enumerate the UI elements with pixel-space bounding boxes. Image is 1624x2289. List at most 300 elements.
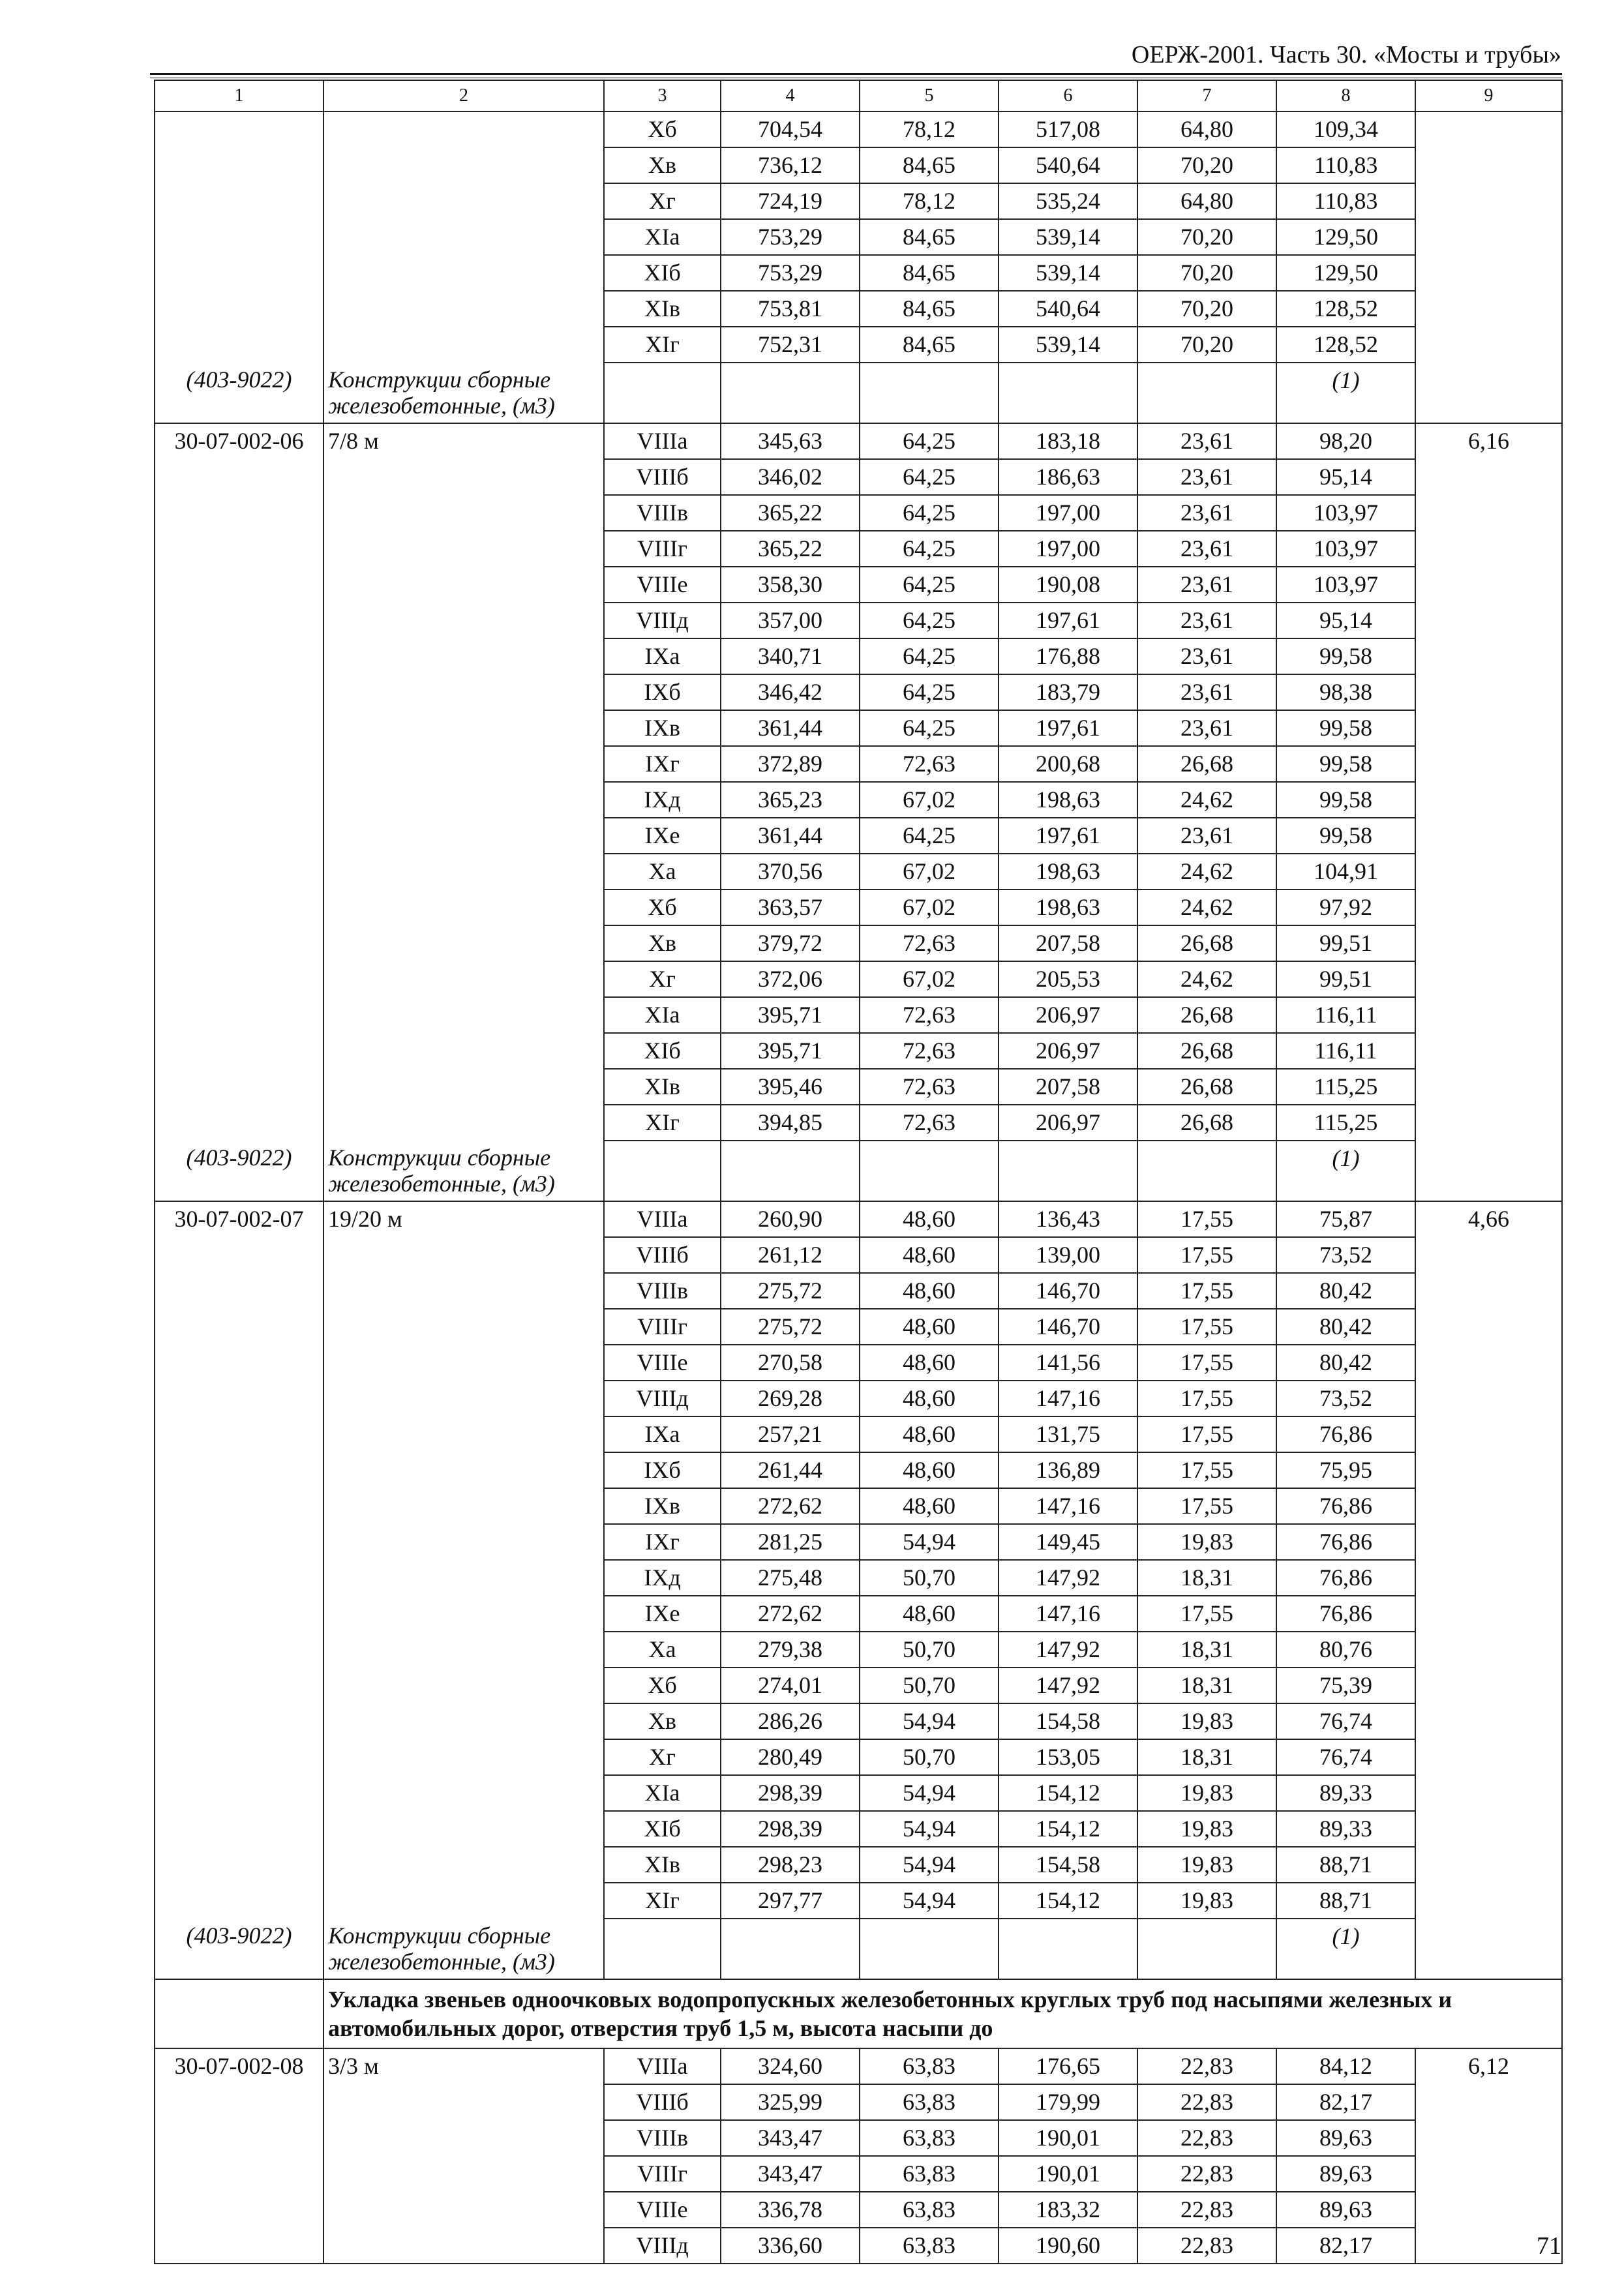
- value-cell: 26,68: [1137, 1105, 1276, 1141]
- source-row: [155, 1141, 1562, 1201]
- value-cell: 198,63: [999, 854, 1137, 890]
- value-cell: 197,61: [999, 603, 1137, 638]
- col9-cell: [1415, 291, 1562, 327]
- column-number: 3: [604, 80, 721, 112]
- col9-cell: [1415, 638, 1562, 674]
- table-row: [155, 1847, 1562, 1883]
- value-cell: XIг: [604, 327, 721, 363]
- value-cell: 64,80: [1137, 183, 1276, 219]
- value-cell: 23,61: [1137, 495, 1276, 531]
- value-cell: 129,50: [1276, 219, 1415, 255]
- rate-code-cell: [155, 854, 323, 890]
- value-cell: 76,86: [1276, 1560, 1415, 1596]
- value-cell: 88,71: [1276, 1847, 1415, 1883]
- value-cell: 75,95: [1276, 1452, 1415, 1488]
- value-cell: 346,42: [721, 674, 860, 710]
- value-cell: 365,22: [721, 495, 860, 531]
- value-cell: 146,70: [999, 1273, 1137, 1309]
- table-row: [155, 327, 1562, 363]
- description-cell: [323, 1069, 604, 1105]
- value-cell: 190,08: [999, 567, 1137, 603]
- value-cell: VIIIг: [604, 1309, 721, 1345]
- source-code: (403-9022): [155, 363, 323, 423]
- description-cell: [323, 890, 604, 925]
- value-cell: 22,83: [1137, 2120, 1276, 2156]
- value-cell: 517,08: [999, 112, 1137, 147]
- col9-cell: [1415, 997, 1562, 1033]
- col9-cell: [1415, 1632, 1562, 1668]
- value-cell: VIIIд: [604, 1381, 721, 1416]
- description-cell: [323, 219, 604, 255]
- value-cell: 149,45: [999, 1524, 1137, 1560]
- value-cell: 67,02: [860, 961, 999, 997]
- value-cell: VIIIе: [604, 567, 721, 603]
- value-cell: 64,25: [860, 710, 999, 746]
- col9-cell: [1415, 1811, 1562, 1847]
- value-cell: 343,47: [721, 2120, 860, 2156]
- value-cell: IXе: [604, 818, 721, 854]
- description-cell: [323, 567, 604, 603]
- rate-code-cell: [155, 1811, 323, 1847]
- value-cell: 24,62: [1137, 782, 1276, 818]
- col9-cell: [1415, 674, 1562, 710]
- empty-cell: [999, 1919, 1137, 1979]
- value-cell: 23,61: [1137, 567, 1276, 603]
- rate-code-cell: [155, 1488, 323, 1524]
- value-cell: 54,94: [860, 1883, 999, 1919]
- value-cell: 75,87: [1276, 1201, 1415, 1237]
- value-cell: 22,83: [1137, 2084, 1276, 2120]
- value-cell: Xг: [604, 1739, 721, 1775]
- value-cell: 206,97: [999, 997, 1137, 1033]
- value-cell: 64,25: [860, 459, 999, 495]
- col9-cell: [1415, 1273, 1562, 1309]
- col9-cell: 4,66: [1415, 1201, 1562, 1237]
- description-cell: [323, 854, 604, 890]
- rate-code-cell: [155, 2120, 323, 2156]
- col9-cell: [1415, 1847, 1562, 1883]
- description-cell: [323, 674, 604, 710]
- value-cell: 89,63: [1276, 2156, 1415, 2192]
- table-row: [155, 495, 1562, 531]
- value-cell: 197,61: [999, 818, 1137, 854]
- description-cell: [323, 2228, 604, 2264]
- col9-cell: 6,16: [1415, 423, 1562, 459]
- value-cell: 179,99: [999, 2084, 1137, 2120]
- rate-code-cell: [155, 112, 323, 147]
- value-cell: 361,44: [721, 818, 860, 854]
- value-cell: 99,58: [1276, 746, 1415, 782]
- value-cell: 18,31: [1137, 1560, 1276, 1596]
- value-cell: 64,25: [860, 423, 999, 459]
- value-cell: 198,63: [999, 890, 1137, 925]
- rate-code-cell: [155, 1033, 323, 1069]
- description-cell: [323, 1668, 604, 1703]
- rate-code-cell: [155, 1703, 323, 1739]
- value-cell: 17,55: [1137, 1345, 1276, 1381]
- rate-code-cell: [155, 1775, 323, 1811]
- value-cell: XIв: [604, 291, 721, 327]
- value-cell: 207,58: [999, 925, 1137, 961]
- description-cell: [323, 782, 604, 818]
- value-cell: 197,61: [999, 710, 1137, 746]
- rate-code-cell: [155, 567, 323, 603]
- value-cell: 72,63: [860, 1105, 999, 1141]
- value-cell: 18,31: [1137, 1739, 1276, 1775]
- col9-cell: [1415, 567, 1562, 603]
- value-cell: 23,61: [1137, 423, 1276, 459]
- table-row: [155, 674, 1562, 710]
- description-cell: [323, 1775, 604, 1811]
- empty-cell: [1415, 1919, 1562, 1979]
- value-cell: Xа: [604, 1632, 721, 1668]
- table-row: [155, 603, 1562, 638]
- rate-code-cell: [155, 961, 323, 997]
- value-cell: 50,70: [860, 1632, 999, 1668]
- table-row: [155, 1416, 1562, 1452]
- value-cell: 48,60: [860, 1309, 999, 1345]
- value-cell: 23,61: [1137, 531, 1276, 567]
- value-cell: 78,12: [860, 183, 999, 219]
- value-cell: 17,55: [1137, 1273, 1276, 1309]
- col9-cell: [1415, 1416, 1562, 1452]
- value-cell: 141,56: [999, 1345, 1137, 1381]
- value-cell: 128,52: [1276, 327, 1415, 363]
- col9-cell: [1415, 603, 1562, 638]
- value-cell: 22,83: [1137, 2228, 1276, 2264]
- value-cell: VIIIе: [604, 2192, 721, 2228]
- value-cell: IXб: [604, 1452, 721, 1488]
- table-row: [155, 1033, 1562, 1069]
- rate-code-cell: 30-07-002-07: [155, 1201, 323, 1237]
- value-cell: 98,20: [1276, 423, 1415, 459]
- empty-cell: [721, 1919, 860, 1979]
- description-cell: [323, 327, 604, 363]
- value-cell: 48,60: [860, 1488, 999, 1524]
- value-cell: 724,19: [721, 183, 860, 219]
- rate-code-cell: [155, 2084, 323, 2120]
- value-cell: 116,11: [1276, 1033, 1415, 1069]
- table-row: [155, 961, 1562, 997]
- value-cell: 72,63: [860, 1033, 999, 1069]
- table-row: [155, 997, 1562, 1033]
- col9-cell: [1415, 710, 1562, 746]
- empty-cell: [604, 363, 721, 423]
- description-cell: [323, 2084, 604, 2120]
- value-cell: 73,52: [1276, 1237, 1415, 1273]
- table-row: [155, 1775, 1562, 1811]
- table-row: [155, 2084, 1562, 2120]
- rate-code-cell: [155, 255, 323, 291]
- value-cell: 147,16: [999, 1488, 1137, 1524]
- value-cell: 26,68: [1137, 746, 1276, 782]
- value-cell: 286,26: [721, 1703, 860, 1739]
- value-cell: 340,71: [721, 638, 860, 674]
- value-cell: XIа: [604, 1775, 721, 1811]
- value-cell: VIIIа: [604, 423, 721, 459]
- rate-code-cell: [155, 1847, 323, 1883]
- col9-cell: [1415, 219, 1562, 255]
- col9-cell: [1415, 1739, 1562, 1775]
- empty-cell: [860, 1141, 999, 1201]
- rate-code-cell: [155, 746, 323, 782]
- value-cell: 154,12: [999, 1883, 1137, 1919]
- value-cell: 357,00: [721, 603, 860, 638]
- table-row: [155, 2048, 1562, 2084]
- value-cell: 24,62: [1137, 961, 1276, 997]
- value-cell: 76,86: [1276, 1524, 1415, 1560]
- value-cell: 183,18: [999, 423, 1137, 459]
- col9-cell: 6,12: [1415, 2048, 1562, 2084]
- value-cell: 95,14: [1276, 459, 1415, 495]
- table-row: [155, 1668, 1562, 1703]
- source-note: (1): [1276, 363, 1415, 423]
- rate-code-cell: 30-07-002-08: [155, 2048, 323, 2084]
- section-header-row: [155, 1979, 1562, 2048]
- value-cell: 281,25: [721, 1524, 860, 1560]
- empty-cell: [1137, 1919, 1276, 1979]
- col9-cell: [1415, 1381, 1562, 1416]
- value-cell: 19,83: [1137, 1703, 1276, 1739]
- empty-cell: [1415, 363, 1562, 423]
- description-cell: [323, 1883, 604, 1919]
- description-cell: [323, 1739, 604, 1775]
- value-cell: 22,83: [1137, 2192, 1276, 2228]
- value-cell: Xб: [604, 112, 721, 147]
- value-cell: 70,20: [1137, 147, 1276, 183]
- value-cell: 104,91: [1276, 854, 1415, 890]
- column-number: 6: [999, 80, 1137, 112]
- description-cell: [323, 291, 604, 327]
- value-cell: 147,16: [999, 1381, 1137, 1416]
- rate-code-cell: [155, 1309, 323, 1345]
- value-cell: 63,83: [860, 2120, 999, 2156]
- value-cell: XIв: [604, 1847, 721, 1883]
- description-cell: [323, 1632, 604, 1668]
- value-cell: IXа: [604, 638, 721, 674]
- col9-cell: [1415, 183, 1562, 219]
- rate-code-cell: [155, 890, 323, 925]
- value-cell: XIа: [604, 997, 721, 1033]
- value-cell: 84,65: [860, 327, 999, 363]
- rate-code-cell: [155, 1739, 323, 1775]
- value-cell: IXв: [604, 710, 721, 746]
- value-cell: 346,02: [721, 459, 860, 495]
- value-cell: 17,55: [1137, 1237, 1276, 1273]
- rate-code-cell: [155, 1560, 323, 1596]
- value-cell: 99,58: [1276, 818, 1415, 854]
- value-cell: 183,79: [999, 674, 1137, 710]
- value-cell: 64,80: [1137, 112, 1276, 147]
- table-row: [155, 1237, 1562, 1273]
- value-cell: 76,74: [1276, 1739, 1415, 1775]
- value-cell: 147,16: [999, 1596, 1137, 1632]
- rate-code-cell: [155, 782, 323, 818]
- description-cell: [323, 1309, 604, 1345]
- column-number: 8: [1276, 80, 1415, 112]
- page-header: ОЕРЖ-2001. Часть 30. «Мосты и трубы»: [1131, 41, 1561, 68]
- description-cell: [323, 1596, 604, 1632]
- value-cell: 76,74: [1276, 1703, 1415, 1739]
- value-cell: 136,89: [999, 1452, 1137, 1488]
- table-row: [155, 423, 1562, 459]
- value-cell: 70,20: [1137, 219, 1276, 255]
- value-cell: 80,42: [1276, 1309, 1415, 1345]
- value-cell: XIг: [604, 1883, 721, 1919]
- column-number: 9: [1415, 80, 1562, 112]
- column-number: 4: [721, 80, 860, 112]
- table-row: [155, 818, 1562, 854]
- table-row: [155, 1524, 1562, 1560]
- rate-code-cell: [155, 1883, 323, 1919]
- rate-code-cell: [155, 1452, 323, 1488]
- col9-cell: [1415, 531, 1562, 567]
- description-cell: [323, 1105, 604, 1141]
- description-cell: [323, 746, 604, 782]
- table-row: [155, 1703, 1562, 1739]
- table-row: [155, 1488, 1562, 1524]
- value-cell: 116,11: [1276, 997, 1415, 1033]
- rate-code-cell: [155, 1105, 323, 1141]
- value-cell: Xб: [604, 1668, 721, 1703]
- value-cell: 48,60: [860, 1237, 999, 1273]
- rate-code-cell: [155, 1632, 323, 1668]
- value-cell: 80,42: [1276, 1273, 1415, 1309]
- description-cell: [323, 710, 604, 746]
- section-title: Укладка звеньев одноочковых водопропускных железобетонных круглых труб под насыпями железных и автомобильных дорог, отверстия труб 1,5 м, высота насыпи до: [323, 1979, 1562, 2048]
- value-cell: 75,39: [1276, 1668, 1415, 1703]
- col9-cell: [1415, 1668, 1562, 1703]
- value-cell: 19,83: [1137, 1811, 1276, 1847]
- value-cell: 198,63: [999, 782, 1137, 818]
- table-row: [155, 183, 1562, 219]
- col9-cell: [1415, 495, 1562, 531]
- value-cell: 190,60: [999, 2228, 1137, 2264]
- value-cell: 379,72: [721, 925, 860, 961]
- empty-cell: [604, 1919, 721, 1979]
- value-cell: 19,83: [1137, 1883, 1276, 1919]
- description-cell: [323, 183, 604, 219]
- column-number: 2: [323, 80, 604, 112]
- value-cell: 394,85: [721, 1105, 860, 1141]
- rate-code-cell: [155, 710, 323, 746]
- value-cell: IXг: [604, 746, 721, 782]
- table-row: [155, 112, 1562, 147]
- value-cell: Xв: [604, 147, 721, 183]
- column-number: 7: [1137, 80, 1276, 112]
- value-cell: 272,62: [721, 1596, 860, 1632]
- value-cell: 324,60: [721, 2048, 860, 2084]
- value-cell: 176,65: [999, 2048, 1137, 2084]
- value-cell: 154,58: [999, 1703, 1137, 1739]
- rate-code-cell: [155, 183, 323, 219]
- value-cell: VIIIб: [604, 2084, 721, 2120]
- table-row: [155, 1069, 1562, 1105]
- value-cell: 72,63: [860, 925, 999, 961]
- value-cell: 275,72: [721, 1273, 860, 1309]
- description-cell: [323, 2192, 604, 2228]
- value-cell: 153,05: [999, 1739, 1137, 1775]
- col9-cell: [1415, 1033, 1562, 1069]
- table-row: [155, 1811, 1562, 1847]
- value-cell: 64,25: [860, 818, 999, 854]
- rate-code-cell: [155, 495, 323, 531]
- value-cell: 361,44: [721, 710, 860, 746]
- value-cell: 48,60: [860, 1452, 999, 1488]
- value-cell: 24,62: [1137, 890, 1276, 925]
- value-cell: 206,97: [999, 1033, 1137, 1069]
- description-cell: [323, 961, 604, 997]
- value-cell: 82,17: [1276, 2084, 1415, 2120]
- value-cell: IXе: [604, 1596, 721, 1632]
- rate-code-cell: [155, 1069, 323, 1105]
- source-note: (1): [1276, 1141, 1415, 1201]
- value-cell: 336,60: [721, 2228, 860, 2264]
- table-row: [155, 255, 1562, 291]
- value-cell: 82,17: [1276, 2228, 1415, 2264]
- value-cell: IXб: [604, 674, 721, 710]
- col9-cell: [1415, 459, 1562, 495]
- value-cell: 67,02: [860, 782, 999, 818]
- col9-cell: [1415, 818, 1562, 854]
- description-cell: [323, 997, 604, 1033]
- table-row: [155, 531, 1562, 567]
- value-cell: VIIIв: [604, 495, 721, 531]
- rate-code-cell: [155, 147, 323, 183]
- page-number: 71: [1537, 2232, 1561, 2260]
- value-cell: 325,99: [721, 2084, 860, 2120]
- value-cell: VIIIг: [604, 531, 721, 567]
- description-cell: 3/3 м: [323, 2048, 604, 2084]
- value-cell: 88,71: [1276, 1883, 1415, 1919]
- table-row: [155, 746, 1562, 782]
- value-cell: 752,31: [721, 327, 860, 363]
- value-cell: 395,46: [721, 1069, 860, 1105]
- description-cell: 19/20 м: [323, 1201, 604, 1237]
- table-row: [155, 1560, 1562, 1596]
- value-cell: 72,63: [860, 997, 999, 1033]
- value-cell: 205,53: [999, 961, 1137, 997]
- value-cell: 48,60: [860, 1201, 999, 1237]
- empty-cell: [860, 363, 999, 423]
- table-row: [155, 890, 1562, 925]
- value-cell: Xг: [604, 961, 721, 997]
- value-cell: 54,94: [860, 1775, 999, 1811]
- col9-cell: [1415, 890, 1562, 925]
- value-cell: 154,58: [999, 1847, 1137, 1883]
- value-cell: 17,55: [1137, 1596, 1276, 1632]
- value-cell: 80,76: [1276, 1632, 1415, 1668]
- value-cell: Xа: [604, 854, 721, 890]
- value-cell: VIIIг: [604, 2156, 721, 2192]
- rate-code-cell: [155, 997, 323, 1033]
- value-cell: 76,86: [1276, 1416, 1415, 1452]
- value-cell: 23,61: [1137, 638, 1276, 674]
- value-cell: 154,12: [999, 1775, 1137, 1811]
- value-cell: 54,94: [860, 1703, 999, 1739]
- value-cell: 89,63: [1276, 2192, 1415, 2228]
- table-row: [155, 710, 1562, 746]
- column-number-row: [155, 80, 1562, 112]
- value-cell: 84,65: [860, 255, 999, 291]
- source-text: Конструкции сборные железобетонные, (м3): [323, 1919, 604, 1979]
- value-cell: 154,12: [999, 1811, 1137, 1847]
- value-cell: 18,31: [1137, 1632, 1276, 1668]
- column-number: 5: [860, 80, 999, 112]
- value-cell: 260,90: [721, 1201, 860, 1237]
- value-cell: 64,25: [860, 567, 999, 603]
- value-cell: VIIIа: [604, 2048, 721, 2084]
